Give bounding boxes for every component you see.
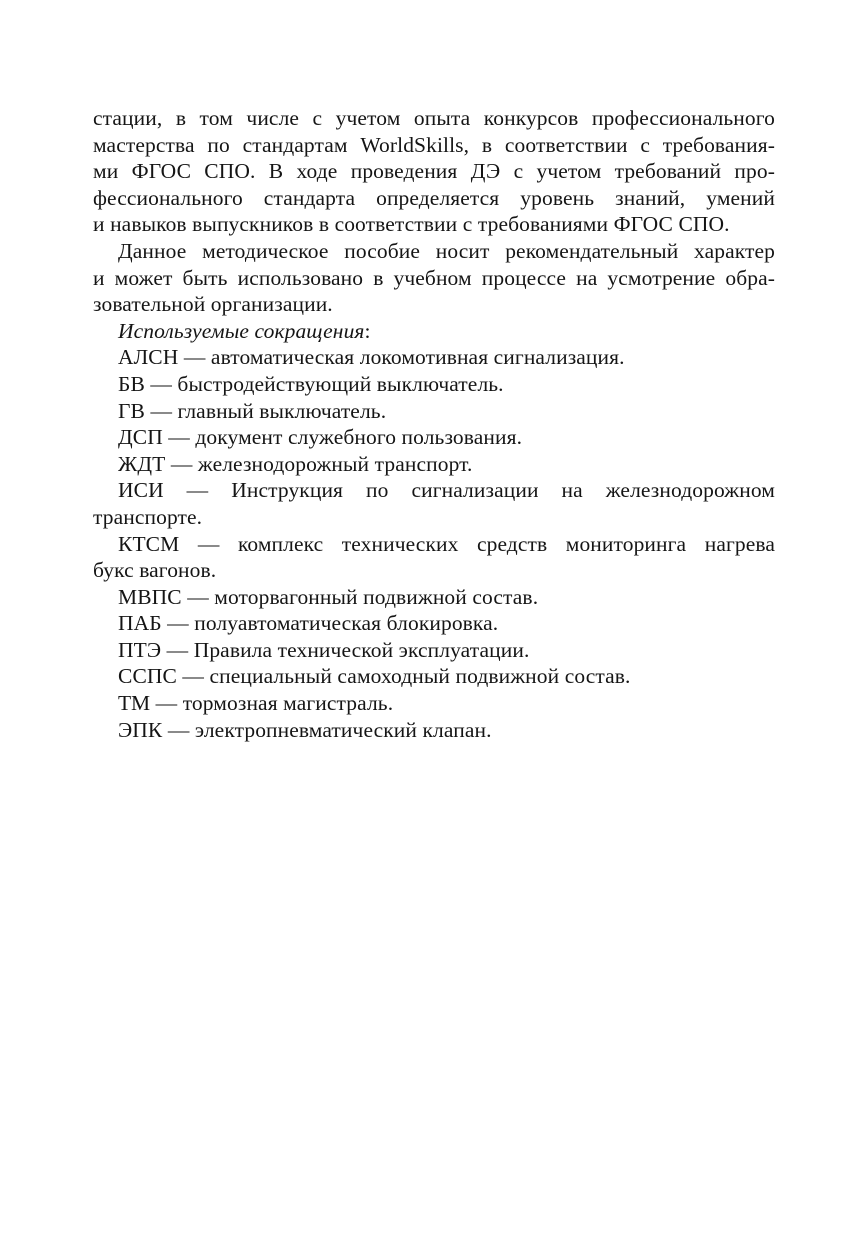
text-segment: : — [364, 318, 371, 343]
text-line — [93, 318, 775, 345]
abbr-entry-isi — [93, 477, 775, 530]
abbr-entry-ssps — [93, 663, 775, 690]
text-line: ЖДТ — железнодорожный транспорт. — [118, 451, 473, 476]
abbr-entry-zhdt — [93, 451, 775, 478]
text-line: зовательной организации. — [93, 292, 333, 317]
text-line: фессионального стандарта определяется уровень знаний, умений — [93, 185, 775, 210]
text-block — [93, 105, 775, 743]
text-line: букс вагонов. — [93, 558, 217, 583]
abbr-entry-alsn — [93, 344, 775, 371]
text-line: ПАБ — полуавтоматическая блокировка. — [118, 611, 499, 636]
text-line: ИСИ — Инструкция по сигнализации на железнодорожном — [118, 478, 775, 503]
text-line: ССПС — специальный самоходный подвижной состав. — [118, 664, 631, 689]
text-line: ПТЭ — Правила технической эксплуатации. — [118, 637, 530, 662]
abbr-entry-ktsm — [93, 531, 775, 584]
text-line: ТМ — тормозная магистраль. — [118, 691, 394, 716]
paragraph-continuation-fgos — [93, 105, 775, 238]
text-line: мастерства по стандартам WorldSkills, в соответствии с требования- — [93, 132, 775, 157]
text-line: МВПС — моторвагонный подвижной состав. — [118, 584, 539, 609]
text-line: АЛСН — автоматическая локомотивная сигнализация. — [118, 345, 625, 370]
text-line: стации, в том числе с учетом опыта конкурсов профессионального — [93, 106, 775, 130]
abbr-entry-epk — [93, 717, 775, 744]
text-line: БВ — быстродействующий выключатель. — [118, 371, 504, 396]
abbr-entry-bv — [93, 371, 775, 398]
text-line: ГВ — главный выключатель. — [118, 398, 387, 423]
abbreviations-heading — [93, 318, 775, 345]
abbr-entry-mvps — [93, 584, 775, 611]
text-line: ДСП — документ служебного пользования. — [118, 425, 523, 450]
text-line: транспорте. — [93, 504, 203, 529]
abbr-entry-gv — [93, 398, 775, 425]
italic-text-segment: Используемые сокращения — [118, 318, 365, 343]
text-line: ЭПК — электропневматический клапан. — [118, 717, 492, 742]
abbr-entry-pte — [93, 637, 775, 664]
abbr-entry-tm — [93, 690, 775, 717]
abbr-entry-dsp — [93, 424, 775, 451]
paragraph-recommendation — [93, 238, 775, 318]
text-line: и может быть использовано в учебном процессе на усмотрение обра- — [93, 265, 775, 290]
abbr-entry-pab — [93, 610, 775, 637]
text-line: Данное методическое пособие носит рекомендательный характер — [118, 238, 775, 263]
text-line: КТСМ — комплекс технических средств мониторинга нагрева — [118, 531, 775, 556]
text-line: и навыков выпускников в соответствии с требованиями ФГОС СПО. — [93, 212, 730, 237]
text-line: ми ФГОС СПО. В ходе проведения ДЭ с учетом требований про- — [93, 159, 775, 184]
